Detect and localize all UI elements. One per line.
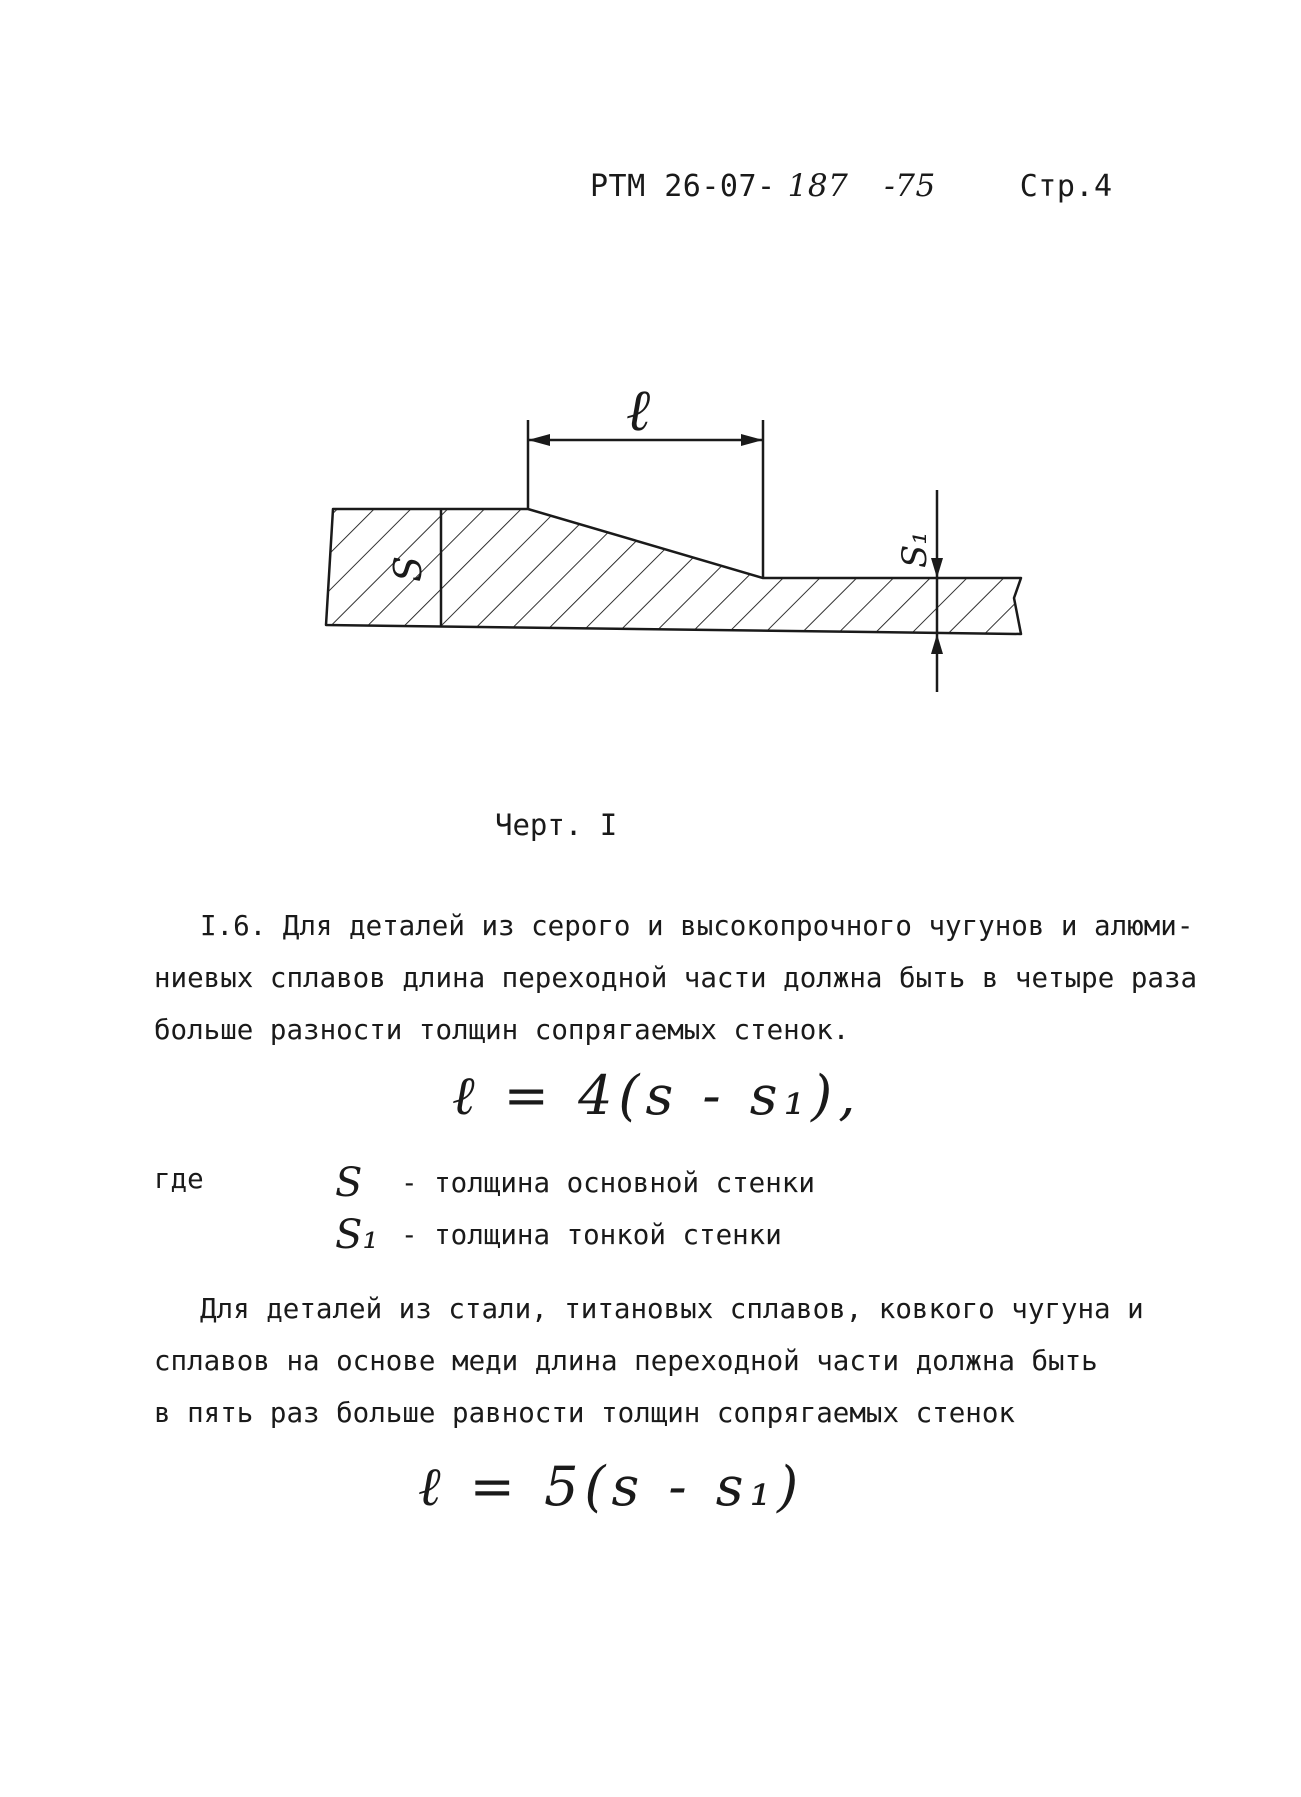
- document-number: 187: [787, 168, 849, 204]
- paragraph-line: ниевых сплавов длина переходной части должна быть в четыре раза: [154, 962, 1198, 994]
- figure-caption: Черт. I: [495, 808, 618, 842]
- thin-thickness-arrow-bottom: [931, 634, 943, 654]
- paragraph-line: в пять раз больше равности толщин сопрягаемых стенок: [154, 1397, 1015, 1429]
- legend-description: - толщина основной стенки: [401, 1167, 815, 1199]
- legend-item: [335, 1160, 815, 1206]
- section-steel-paragraph: [154, 1283, 1144, 1439]
- paragraph-line: Для деталей из стали, титановых сплавов, ковкого чугуна и: [200, 1293, 1144, 1325]
- document-code: РТМ 26-07-: [590, 169, 776, 204]
- thin-thickness-label: S₁: [895, 531, 935, 568]
- hatched-section: [326, 509, 1021, 634]
- legend-item: [335, 1212, 782, 1258]
- paragraph-line: сплавов на основе меди длина переходной части должна быть: [154, 1345, 1098, 1377]
- formula-five: ℓ = 5(s - s₁): [418, 1455, 805, 1518]
- legend-symbol: S: [335, 1160, 363, 1206]
- paragraph-line: больше разности толщин сопрягаемых стенок.: [154, 1014, 850, 1046]
- where-label: где: [154, 1163, 204, 1195]
- document-year: -75: [884, 168, 936, 204]
- length-arrow-right: [741, 434, 763, 446]
- legend-symbol: S₁: [335, 1212, 379, 1258]
- thickness-label: S: [386, 555, 430, 582]
- section-1-6-paragraph: [154, 900, 1197, 1056]
- length-arrow-left: [528, 434, 550, 446]
- paragraph-line: I.6. Для деталей из серого и высокопрочного чугунов и алюми-: [200, 910, 1194, 942]
- length-label: ℓ: [626, 376, 651, 444]
- page-number: Стр.4: [1019, 169, 1113, 204]
- formula-four: ℓ = 4(s - s₁),: [452, 1064, 862, 1127]
- legend-description: - толщина тонкой стенки: [401, 1219, 782, 1251]
